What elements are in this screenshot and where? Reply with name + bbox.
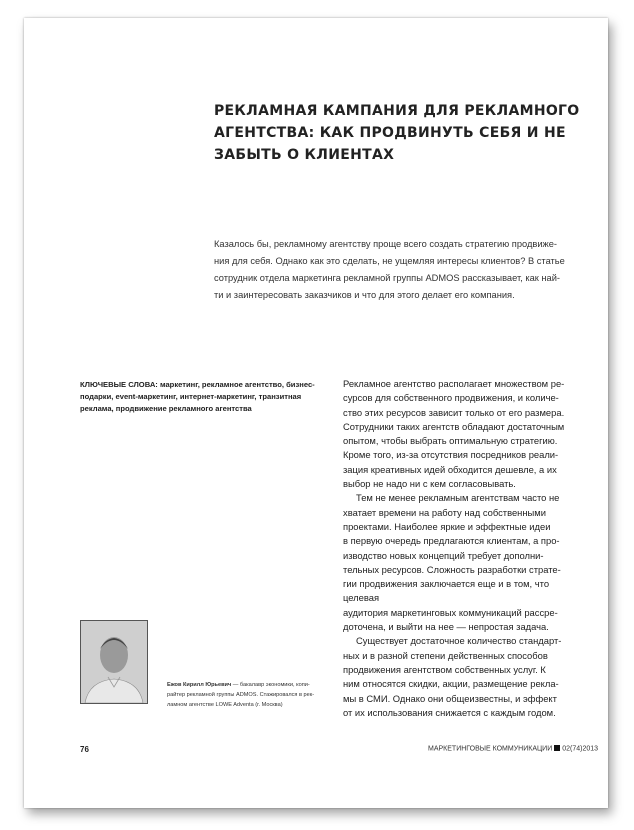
body-line: опытом, чтобы выбрать оптимальную стратегию. bbox=[343, 435, 558, 447]
journal-issue: 02(74)2013 bbox=[562, 745, 599, 753]
body-line: выбор не надо ни с кем согласовывать. bbox=[343, 478, 516, 490]
body-line: Тем не менее рекламным агентствам часто не bbox=[343, 492, 560, 504]
lead-line: ти и заинтересовать заказчиков и что для этого делает его компания. bbox=[214, 290, 515, 300]
title-line: РЕКЛАМНАЯ КАМПАНИЯ ДЛЯ РЕКЛАМНОГО bbox=[214, 103, 580, 119]
body-line: доточена, и выйти на нее — непростая задача. bbox=[343, 621, 549, 633]
article-lead bbox=[214, 236, 594, 304]
body-line: сурсов для собственного продвижения, и количе- bbox=[343, 392, 559, 404]
body-line: Рекламное агентство располагает множеством ре- bbox=[343, 378, 565, 389]
keywords-line: подарки, event-маркетинг, интернет-маркетинг, транзитная bbox=[80, 392, 302, 401]
body-line: Кроме того, из-за отсутствия посредников реали- bbox=[343, 449, 559, 461]
body-line: мы в СМИ. Однако они общеизвестны, и эффект bbox=[343, 692, 557, 704]
page-number: 76 bbox=[80, 745, 89, 754]
article-body bbox=[343, 377, 593, 720]
body-line: проектами. Наиболее яркие и эффектные идеи bbox=[343, 520, 551, 532]
author-degree: — бакалавр экономики, копи- bbox=[231, 682, 310, 688]
body-line: Существует достаточное количество стандарт- bbox=[343, 635, 562, 647]
author-line: райтер рекламной группы ADMOS. Стажировался в рек- bbox=[167, 692, 315, 698]
body-line: Сотрудники таких агентств обладают достаточным bbox=[343, 420, 565, 432]
body-line: хватает времени на работу над собственными bbox=[343, 506, 546, 518]
lead-line: ния для себя. Однако как это сделать, не ущемляя интересы клиентов? В статье bbox=[214, 256, 565, 266]
lead-line: сотрудник отдела маркетинга рекламной группы ADMOS рассказывает, как най- bbox=[214, 273, 561, 283]
lead-line: Казалось бы, рекламному агентству проще всего создать стратегию продвиже- bbox=[214, 239, 558, 249]
body-line: гии продвижения заключается еще и в том, что bbox=[343, 578, 550, 590]
author-portrait-icon bbox=[81, 621, 147, 703]
author-photo bbox=[80, 620, 148, 704]
body-line: целевая bbox=[343, 592, 380, 604]
article-title bbox=[214, 100, 580, 166]
author-name: Ежов Кирилл Юрьевич bbox=[167, 682, 232, 688]
body-line: в первую очередь предлагаются клиентам, а про- bbox=[343, 535, 560, 547]
body-line: ных и в разной степени действенных способов bbox=[343, 649, 548, 661]
author-bio bbox=[167, 680, 327, 710]
keywords-block bbox=[80, 379, 320, 415]
body-line: тельных ресурсов. Сложность разработки страте- bbox=[343, 563, 561, 575]
title-line: ЗАБЫТЬ О КЛИЕНТАХ bbox=[214, 147, 395, 163]
body-line: зация креативных идей обходится дешевле, а их bbox=[343, 463, 557, 475]
body-line: ним относятся скидки, акции, размещение рекла- bbox=[343, 678, 559, 690]
square-bullet-icon bbox=[554, 745, 560, 751]
body-line: продвижения агентством собственных услуг. К bbox=[343, 663, 546, 675]
body-line: от их использования снижается с каждым годом. bbox=[343, 706, 556, 718]
body-line: ство этих ресурсов зависит только от его размера. bbox=[343, 406, 565, 418]
keywords-line: реклама, продвижение рекламного агентства bbox=[80, 404, 252, 413]
journal-name: МАРКЕТИНГОВЫЕ КОММУНИКАЦИИ bbox=[428, 745, 553, 753]
author-line bbox=[167, 680, 327, 690]
author-line: ламном агентстве LOWE Adventa (г. Москва) bbox=[167, 702, 283, 708]
title-line: АГЕНТСТВА: КАК ПРОДВИНУТЬ СЕБЯ И НЕ bbox=[214, 125, 566, 141]
body-line: изводство новых концепций требует дополни- bbox=[343, 549, 544, 561]
journal-footer bbox=[428, 745, 598, 753]
keywords-line: КЛЮЧЕВЫЕ СЛОВА: маркетинг, рекламное агентство, бизнес- bbox=[80, 380, 315, 389]
body-line: аудитория маркетинговых коммуникаций рассре- bbox=[343, 606, 558, 618]
